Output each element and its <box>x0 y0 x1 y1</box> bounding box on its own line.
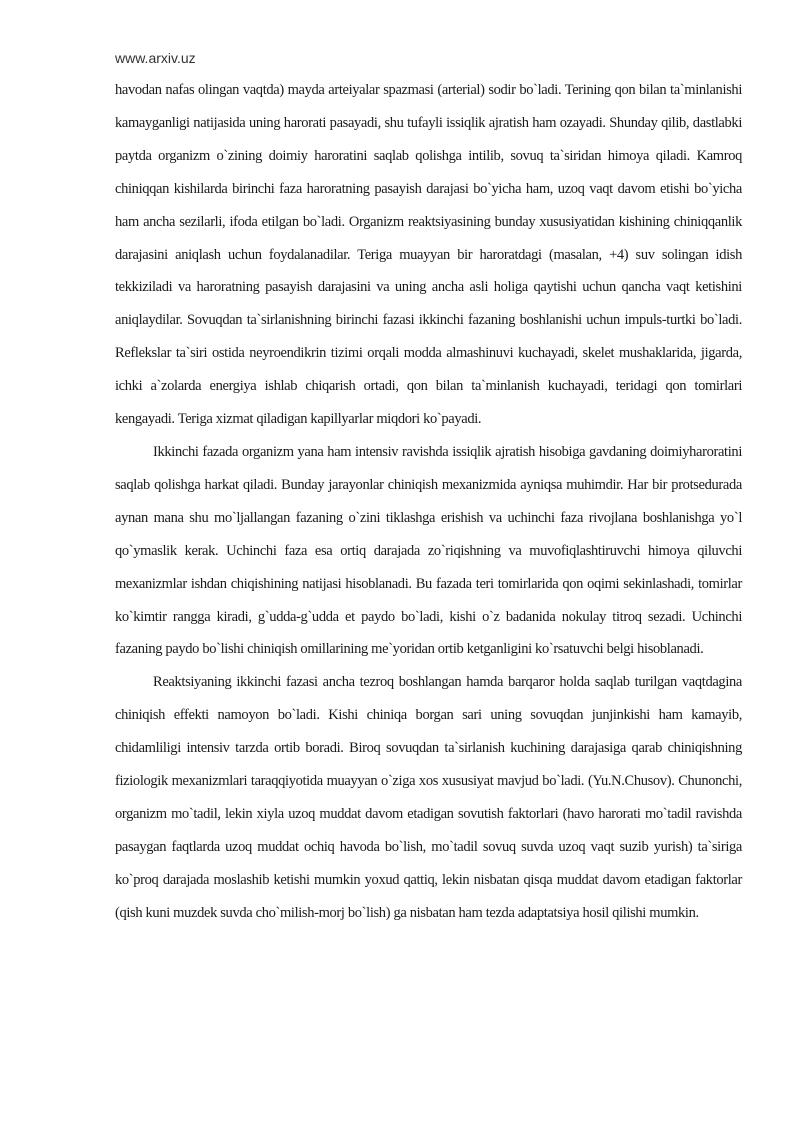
paragraph: Reaktsiyaning ikkinchi fazasi ancha tezroq boshlangan hamda barqaror holda saqlab turilgan vaqtdagina chiniqish effekti namoyon bo`ladi. Kishi chiniqa borgan sari uning sovuqdan junjinkishi ham kamayib, chidamliligi intensiv tarzda ortib boradi. Biroq sovuqdan ta`sirlanish kuchining darajasiga qarab chiniqishning fiziologik mexanizmlari taraqqiyotida muayyan o`ziga xos xususiyat mavjud bo`ladi. (Yu.N.Chusov). Chunonchi, organizm mo`tadil, lekin xiyla uzoq muddat davom etadigan sovutish faktorlari (havo harorati mo`tadil ravishda pasaygan faqtlarda uzoq muddat ochiq havoda bo`lish, mo`tadil sovuq suvda uzoq vaqt suzib yurish) ta`siriga ko`proq darajada moslashib ketishi mumkin yoxud qattiq, lekin nisbatan qisqa muddat davom etadigan faktorlar (qish kuni muzdek suvda cho`milish-morj bo`lish) ga nisbatan ham tezda adaptatsiya hosil qilishi mumkin. <box>115 674 742 921</box>
paragraph: Ikkinchi fazada organizm yana ham intensiv ravishda issiqlik ajratish hisobiga gavdaning doimiyharoratini saqlab qolishga harkat qiladi. Bunday jarayonlar chiniqish mexanizmida ayniqsa muhimdir. Har bir protsedurada aynan mana shu mo`ljallangan fazaning o`zini tiklashga erishish va uchinchi faza rivojlana boshlanishga yo`l qo`ymaslik kerak. Uchinchi faza esa ortiq darajada zo`riqishning va muvofiqlashtiruvchi himoya qiluvchi mexanizmlar ishdan chiqishining natijasi hisoblanadi. Bu fazada teri tomirlarida qon oqimi sekinlashadi, tomirlar ko`kimtir rangga kiradi, g`udda-g`udda et paydo bo`ladi, kishi o`z badanida nokulay titroq sezadi. Uchinchi fazaning paydo bo`lishi chiniqish omillarining me`yoridan ortib ketganligini ko`rsatuvchi belgi hisoblanadi. <box>115 443 742 658</box>
paragraph: havodan nafas olingan vaqtda) mayda arteiyalar spazmasi (arterial) sodir bo`ladi. Terining qon bilan ta`minlanishi kamayganligi natijasida uning harorati pasayadi, shu tufayli issiqlik ajratish ham ozayadi. Shunday qilib, dastlabki paytda organizm o`zining doimiy haroratini saqlab qolishga intilib, sovuq ta`siridan himoya qiladi. Kamroq chiniqqan kishilarda birinchi faza haroratning pasayish darajasi bo`yicha ham, uzoq vaqt davom etishi bo`yicha ham ancha sezilarli, ifoda etilgan bo`ladi. Organizm reaktsiyasining bunday xususiyatidan kishining chiniqqanlik darajasini aniqlash uchun foydalanadilar. Teriga muayyan bir haroratdagi (masalan, +4) suv solingan idish tekkiziladi va haroratning pasayish darajasini va uning ancha asli holiga qaytishi uchun qancha vaqt ketishini aniqlaydilar. Sovuqdan ta`sirlanishning birinchi fazasi ikkinchi fazaning boshlanishi uchun impuls-turtki bo`ladi. Reflekslar ta`siri ostida neyroendikrin tizimi orqali modda almashinuvi kuchayadi, skelet mushaklarida, jigarda, ichki a`zolarda energiya ishlab chiqarish ortadi, qon bilan ta`minlanish kuchayadi, teridagi qon tomirlari kengayadi. Teriga xizmat qiladigan kapillyarlar miqdori ko`payadi. <box>115 82 742 428</box>
site-header: www.arxiv.uz <box>115 50 196 66</box>
document-body <box>115 74 742 930</box>
